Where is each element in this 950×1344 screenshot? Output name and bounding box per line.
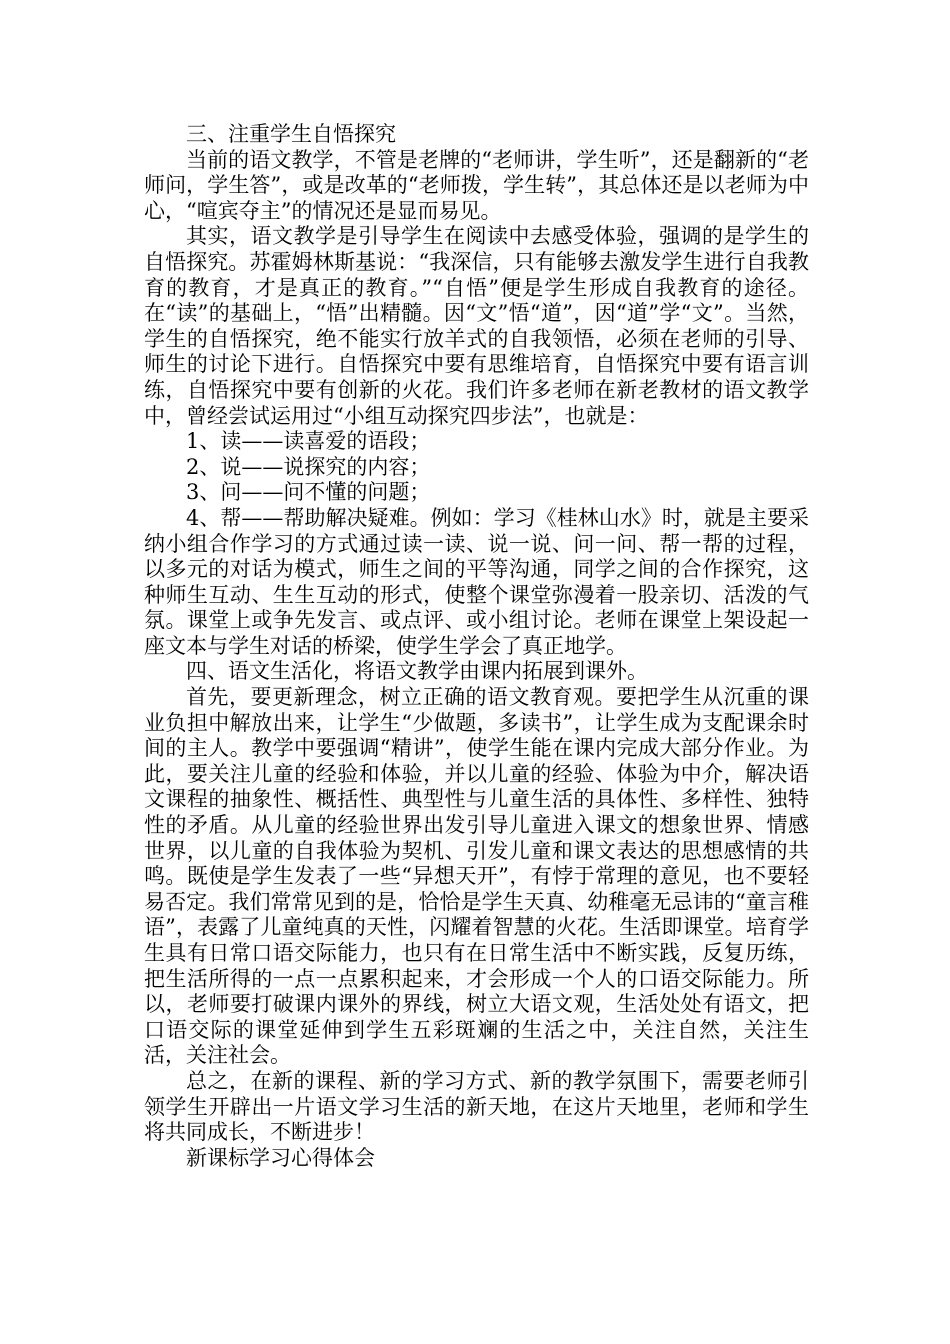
list-item-1: 1、读——读喜爱的语段； bbox=[186, 429, 431, 454]
section-heading-4: 四、语文生活化，将语文教学由课内拓展到课外。 bbox=[186, 659, 648, 684]
document-page bbox=[144, 122, 809, 1171]
list-item-4: 4、帮——帮助解决疑难。例如：学习《桂林山水》时，就是主要采纳小组合作学习的方式通过读一读、说一说、问一问、帮一帮的过程，以多元的对话为模式，师生之间的平等沟通，同学之间的合作探究，这种师生互动、生生互动的形式，使整个课堂弥漫着一股亲切、活泼的气氛。课堂上或争先发言、或点评、或小组讨论。老师在课堂上架设起一座文本与学生对话的桥梁，使学生学会了真正地学。 bbox=[144, 505, 809, 658]
list-item-3: 3、问——问不懂的问题； bbox=[186, 480, 431, 505]
paragraph: 总之，在新的课程、新的学习方式、新的教学氛围下，需要老师引领学生开辟出一片语文学习生活的新天地，在这片天地里，老师和学生将共同成长，不断进步！ bbox=[144, 1068, 809, 1145]
list-item-2: 2、说——说探究的内容； bbox=[186, 454, 431, 479]
paragraph: 当前的语文教学，不管是老牌的“老师讲，学生听”，还是翻新的“老师问，学生答”，或是改革的“老师拨，学生转”，其总体还是以老师为中心，“喧宾夺主”的情况还是显而易见。 bbox=[144, 147, 809, 223]
paragraph: 首先，要更新理念，树立正确的语文教育观。要把学生从沉重的课业负担中解放出来，让学生“少做题，多读书”，让学生成为支配课余时间的主人。教学中要强调“精讲”，使学生能在课内完成大部分作业。为此，要关注儿童的经验和体验，并以儿童的经验、体验为中介，解决语文课程的抽象性、概括性、典型性与儿童生活的具体性、多样性、独特性的矛盾。从儿童的经验世界出发引导儿童进入课文的想象世界、情感世界，以儿童的自我体验为契机、引发儿童和课文表达的思想感情的共鸣。既使是学生发表了一些“异想天开”，有悖于常理的意见，也不要轻易否定。我们常常见到的是，恰恰是学生天真、幼稚毫无忌讳的“童言稚语”，表露了儿童纯真的天性，闪耀着智慧的火花。生活即课堂。培育学生具有日常口语交际能力，也只有在日常生活中不断实践，反复历练，把生活所得的一点一点累积起来，才会形成一个人的口语交际能力。所以，老师要打破课内课外的界线，树立大语文观，生活处处有语文，把口语交际的课堂延伸到学生五彩斑斓的生活之中，关注自然，关注生活，关注社会。 bbox=[144, 685, 809, 1068]
document-title-next: 新课标学习心得体会 bbox=[186, 1145, 375, 1170]
section-heading-3: 三、注重学生自悟探究 bbox=[186, 122, 396, 146]
paragraph: 其实，语文教学是引导学生在阅读中去感受体验，强调的是学生的自悟探究。苏霍姆林斯基说：“我深信，只有能够去激发学生进行自我教育的教育，才是真正的教育。”“自悟”便是学生形成自我教育的途径。在“读”的基础上，“悟”出精髓。因“文”悟“道”，因“道”学“文”。当然，学生的自悟探究，绝不能实行放羊式的自我领悟，必须在老师的引导、师生的讨论下进行。自悟探究中要有思维培育，自悟探究中要有语言训练，自悟探究中要有创新的火花。我们许多老师在新老教材的语文教学中，曾经尝试运用过“小组互动探究四步法”，也就是： bbox=[144, 224, 809, 428]
